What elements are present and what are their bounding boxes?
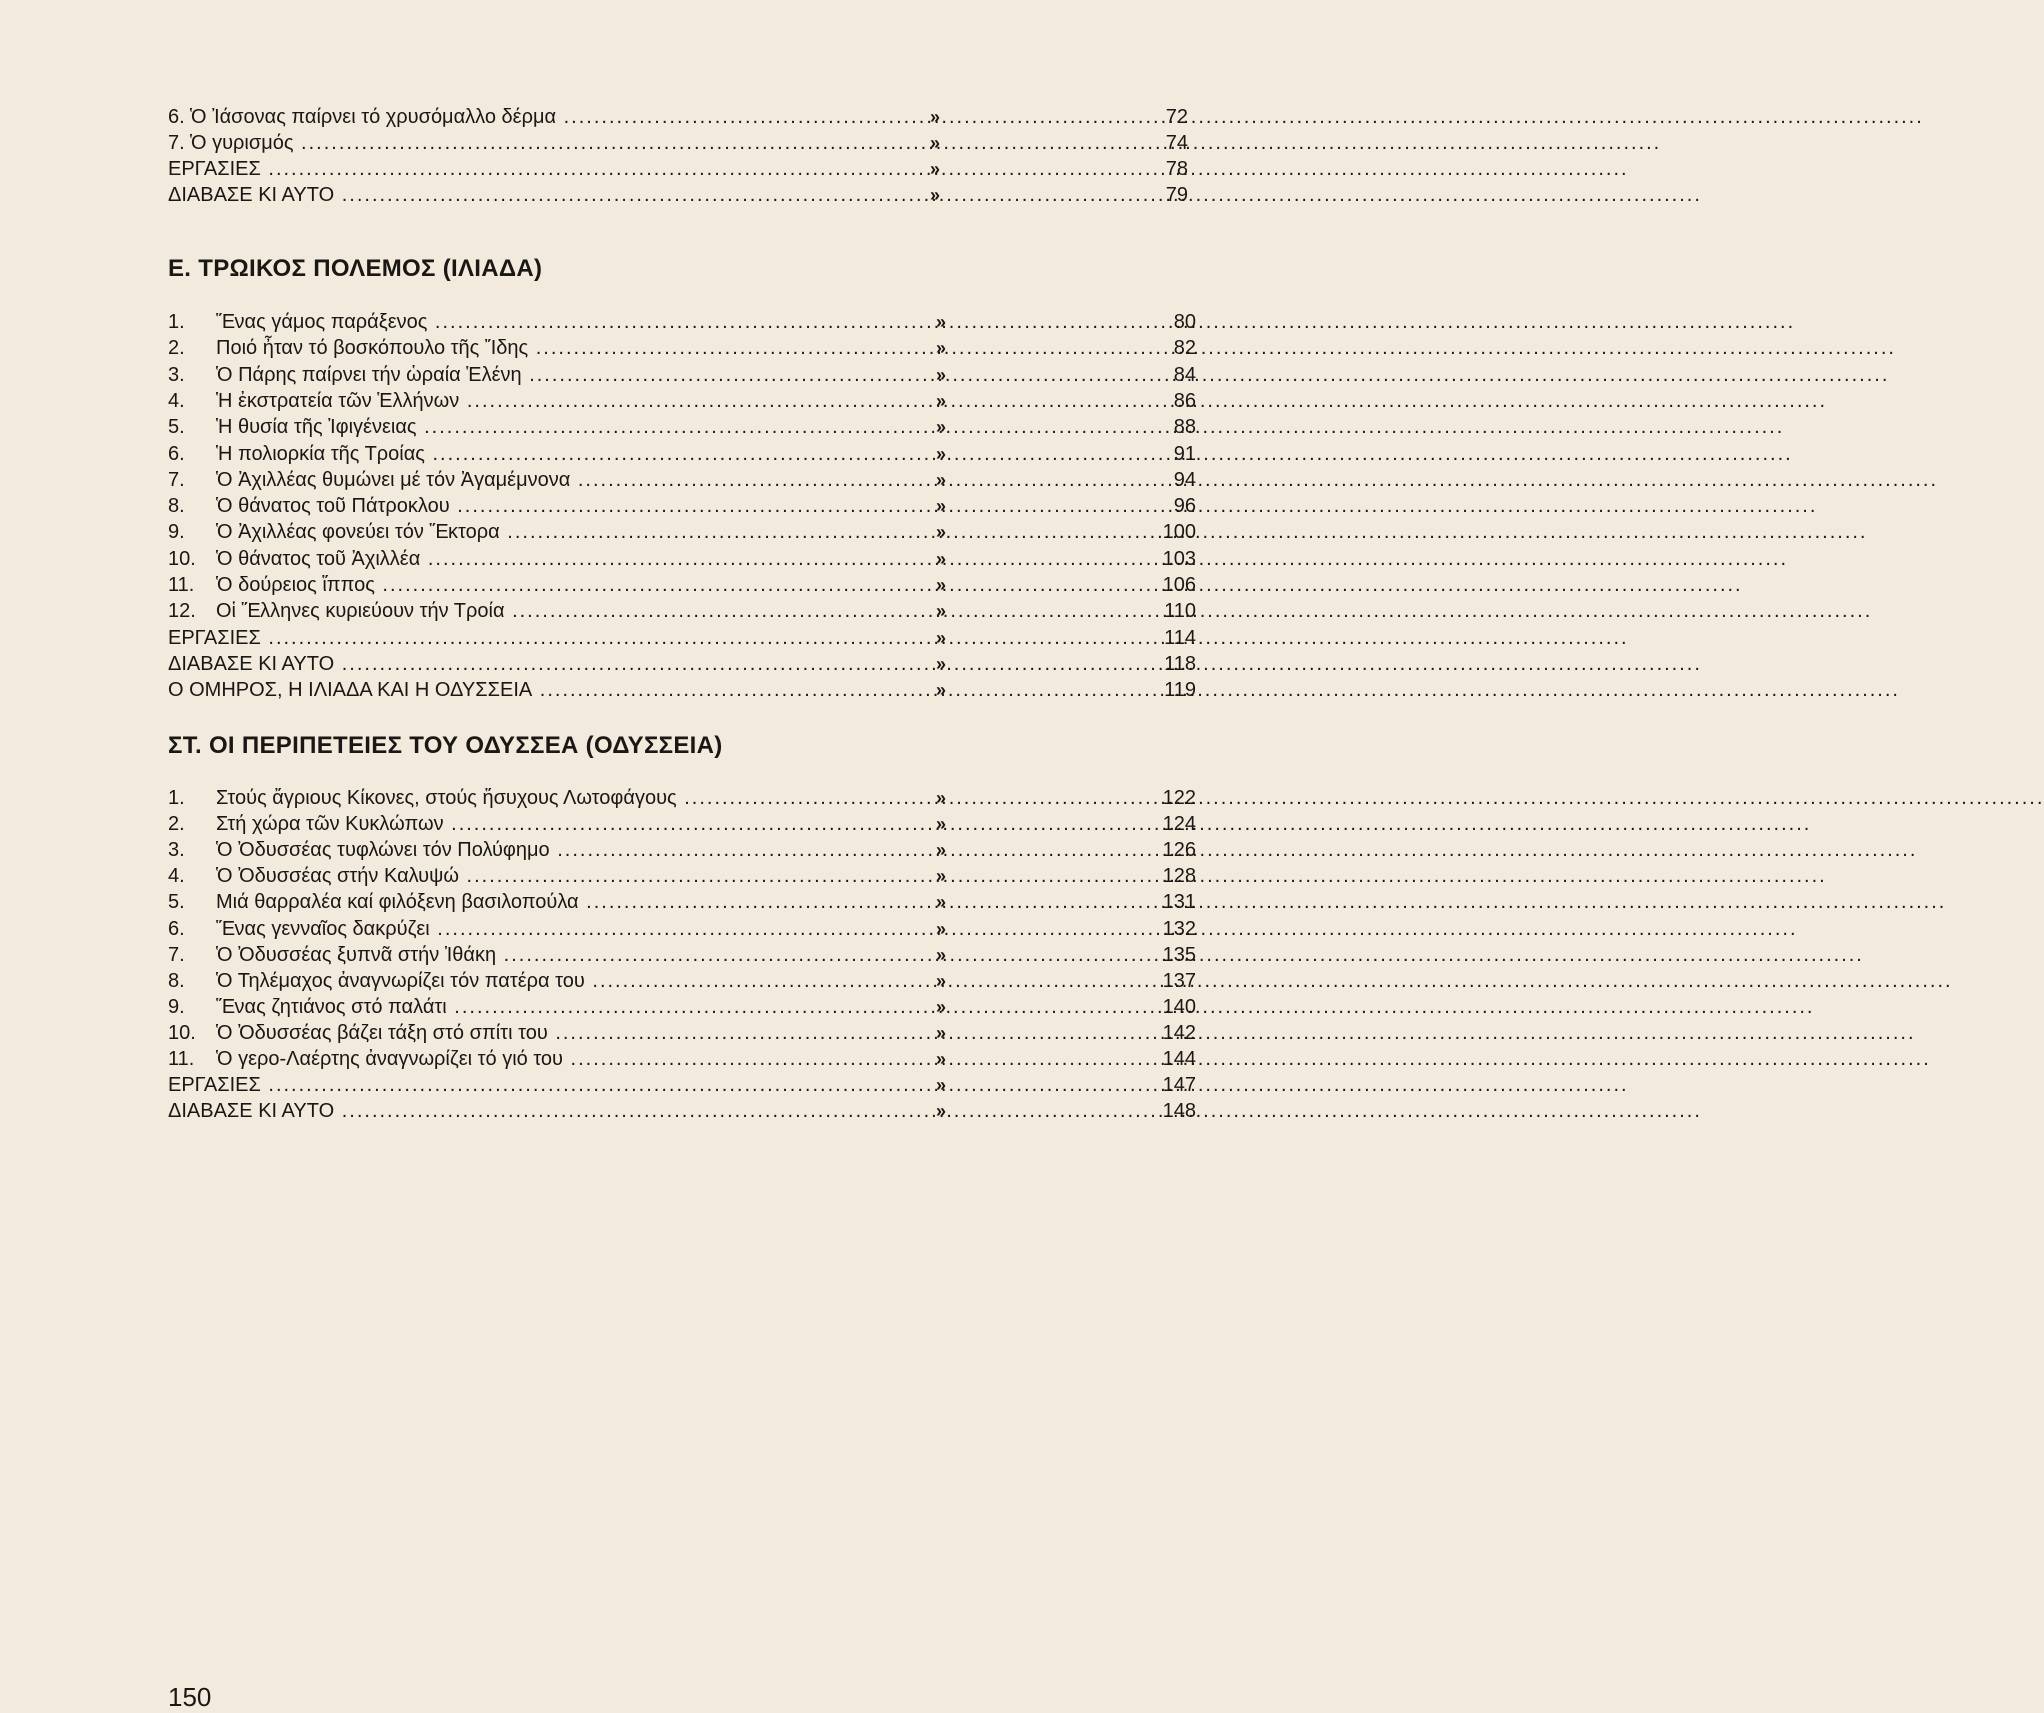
toc-entry-page: 103 — [1162, 547, 1196, 570]
toc-entry-mark: » — [936, 338, 947, 359]
toc-entry-mark: » — [936, 469, 947, 490]
toc-entry — [168, 1046, 1196, 1072]
toc-entry-page: 126 — [1162, 839, 1196, 862]
toc-entry-page: 142 — [1162, 1021, 1196, 1044]
toc-entry — [168, 942, 1196, 968]
toc-entry-page: 79 — [1165, 184, 1188, 206]
toc-entry — [168, 362, 1196, 388]
toc-entry-number: 6. — [168, 106, 185, 128]
toc-entry-title: Ὁ Τηλέμαχος ἀναγνωρίζει τόν πατέρα του ..... — [216, 968, 888, 994]
toc-entry-number: 11. — [168, 574, 195, 596]
toc-entry-title: ΕΡΓΑΣΙΕΣ ..... — [168, 156, 876, 182]
toc-entry-page: 131 — [1162, 891, 1196, 914]
toc-entry — [168, 916, 1196, 942]
toc-entry-page: 78 — [1165, 158, 1188, 180]
toc-entry — [168, 156, 1188, 182]
toc-entry-title: Ὁ Ὀδυσσέας βάζει τάξη στό σπίτι του ..... — [216, 1020, 888, 1046]
toc-entry-page: 94 — [1173, 468, 1196, 491]
toc-entry-number: 2. — [168, 337, 185, 360]
toc-entry-page: 119 — [1164, 679, 1196, 702]
toc-entry-number: 2. — [168, 813, 185, 836]
toc-entry-number: 9. — [168, 521, 185, 544]
toc-entry-number: 11. — [168, 1048, 195, 1070]
toc-entry-title: Στή χώρα τῶν Κυκλώπων ..... — [216, 811, 888, 837]
toc-entry-number: 10. — [168, 547, 196, 570]
toc-entry-number: 4. — [168, 389, 185, 412]
toc-entry-page: 88 — [1173, 416, 1196, 439]
toc-entry-page: 118 — [1164, 652, 1196, 675]
toc-entry — [168, 572, 1196, 598]
toc-entry-mark: » — [936, 417, 947, 438]
toc-entry-page: 106 — [1162, 574, 1196, 596]
toc-entry-page: 148 — [1162, 1100, 1196, 1123]
toc-entry-number: 9. — [168, 995, 185, 1018]
toc-entry-number: 1. — [168, 787, 185, 809]
toc-entry-page: 74 — [1165, 132, 1188, 154]
toc-entry-mark: » — [936, 390, 947, 411]
toc-entry-title: Ἡ πολιορκία τῆς Τροίας ..... — [216, 441, 888, 467]
toc-entry-number: 6. — [168, 917, 185, 940]
toc-entry-title: Ὁ Ὀδυσσέας τυφλώνει τόν Πολύφημο ..... — [216, 837, 888, 863]
toc-entry-mark: » — [936, 944, 947, 965]
toc-entry-page: 122 — [1162, 787, 1196, 809]
toc-entry — [168, 785, 1196, 811]
toc-entry-page: 135 — [1162, 943, 1196, 966]
toc-entry-page: 124 — [1162, 813, 1196, 836]
toc-entry-title: Ὁ θάνατος τοῦ Πάτροκλου ..... — [216, 493, 888, 519]
toc-entry — [168, 677, 1196, 703]
toc-entry-mark: » — [936, 1075, 947, 1096]
toc-entry — [168, 493, 1196, 519]
toc-entry-page: 137 — [1162, 969, 1196, 992]
toc-entry-number: 12. — [168, 600, 196, 623]
toc-entry — [168, 182, 1188, 208]
toc-entry-page: 128 — [1162, 865, 1196, 888]
section-e-heading: Ε. ΤΡΩΙΚΟΣ ΠΟΛΕΜΟΣ (ΙΛΙΑΔΑ) — [168, 255, 543, 282]
toc-entry-number: 5. — [168, 891, 185, 914]
toc-entry-title: Ἕνας γάμος παράξενος ..... — [216, 309, 888, 335]
toc-entry-page: 144 — [1162, 1048, 1196, 1070]
toc-entry-title: Ὁ Ἰάσονας παίρνει τό χρυσόμαλλο δέρμα ..... — [190, 104, 876, 130]
toc-entry-number: 5. — [168, 416, 185, 439]
toc-entry — [168, 546, 1196, 572]
toc-entry-mark: » — [936, 840, 947, 861]
toc-entry-page: 114 — [1164, 626, 1196, 649]
toc-entry-page: 140 — [1162, 995, 1196, 1018]
toc-entry — [168, 414, 1196, 440]
section-st-heading: ΣΤ. ΟΙ ΠΕΡΙΠΕΤΕΙΕΣ ΤΟΥ ΟΔΥΣΣΕΑ (ΟΔΥΣΣΕΙΑ) — [168, 732, 723, 759]
toc-entry-mark: » — [930, 185, 941, 205]
toc-entry-page: 72 — [1165, 106, 1188, 128]
toc-entry-number: 7. — [168, 132, 185, 154]
toc-entry-number: 7. — [168, 468, 185, 491]
toc-entry — [168, 104, 1188, 130]
toc-entry-mark: » — [936, 788, 947, 808]
toc-entry — [168, 1072, 1196, 1098]
toc-entry-mark: » — [936, 443, 947, 464]
toc-entry — [168, 441, 1196, 467]
toc-entry-title: Ἕνας γενναῖος δακρύζει ..... — [216, 916, 888, 942]
toc-entry-page: 132 — [1162, 917, 1196, 940]
toc-entry-title: ΕΡΓΑΣΙΕΣ ..... — [168, 625, 888, 651]
toc-entry-number: 6. — [168, 442, 185, 465]
toc-entry — [168, 335, 1196, 361]
toc-entry-mark: » — [936, 548, 947, 569]
toc-entry — [168, 519, 1196, 545]
toc-entry — [168, 651, 1196, 677]
toc-entry-number: 8. — [168, 495, 185, 518]
toc-entry-mark: » — [930, 133, 941, 153]
toc-entry — [168, 863, 1196, 889]
toc-entry-page: 82 — [1173, 337, 1196, 360]
toc-entry-title: Μιά θαρραλέα καί φιλόξενη βασιλοπούλα ..... — [216, 889, 888, 915]
toc-entry — [168, 467, 1196, 493]
toc-entry — [168, 889, 1196, 915]
toc-entry — [168, 309, 1196, 335]
toc-entry-mark: » — [936, 522, 947, 543]
toc-entry-title: ΔΙΑΒΑΣΕ ΚΙ ΑΥΤΟ ..... — [168, 1098, 888, 1124]
toc-entry-title: Ὁ Ὀδυσσέας ξυπνᾶ στήν Ἰθάκη ..... — [216, 942, 888, 968]
toc-entry-title: Ὁ θάνατος τοῦ Ἀχιλλέα ..... — [216, 546, 888, 572]
toc-entry-title: Ἡ ἐκστρατεία τῶν Ἑλλήνων ..... — [216, 388, 888, 414]
toc-entry-mark: » — [936, 627, 947, 648]
page-number: 150 — [168, 1682, 212, 1712]
toc-entry-mark: » — [930, 159, 941, 179]
toc-entry-page: 86 — [1173, 389, 1196, 412]
toc-entry — [168, 598, 1196, 624]
toc-entry-page: 91 — [1173, 442, 1196, 465]
toc-entry-title: Στούς ἄγριους Κίκονες, στούς ἥσυχους Λωτοφάγους ..... — [216, 785, 888, 811]
toc-entry-mark: » — [936, 680, 947, 701]
toc-entry-number: 3. — [168, 363, 185, 386]
toc-entry-mark: » — [936, 653, 947, 674]
toc-entry-mark: » — [936, 918, 947, 939]
toc-entry-mark: » — [936, 996, 947, 1017]
toc-entry-number: 1. — [168, 311, 185, 333]
toc-entry-number: 4. — [168, 865, 185, 888]
toc-entry-mark: » — [936, 892, 947, 913]
toc-entry-title: Ο ΟΜΗΡΟΣ, Η ΙΛΙΑΔΑ ΚΑΙ Η ΟΔΥΣΣΕΙΑ ..... — [168, 677, 888, 703]
toc-entry — [168, 388, 1196, 414]
toc-entry-number: 8. — [168, 969, 185, 992]
toc-entry — [168, 130, 1188, 156]
toc-entry-mark: » — [936, 1022, 947, 1043]
toc-entry-mark: » — [936, 814, 947, 835]
toc-entry — [168, 968, 1196, 994]
toc-entry-title: Ὁ γερο-Λαέρτης ἀναγνωρίζει τό γιό του ..... — [216, 1046, 888, 1072]
toc-entry-title: Οἱ Ἕλληνες κυριεύουν τήν Τροία ..... — [216, 598, 888, 624]
toc-entry-title: ΔΙΑΒΑΣΕ ΚΙ ΑΥΤΟ ..... — [168, 182, 876, 208]
toc-entry-title: Ὁ δούρειος ἵππος ..... — [216, 572, 888, 598]
toc-entry-title: Ποιό ἦταν τό βοσκόπουλο τῆς Ἴδης ..... — [216, 335, 888, 361]
toc-entry-page: 100 — [1162, 521, 1196, 544]
toc-entry-page: 80 — [1173, 311, 1196, 333]
toc-entry — [168, 994, 1196, 1020]
toc-entry-title: Ὁ γυρισμός ..... — [190, 130, 876, 156]
toc-entry-title: Ἕνας ζητιάνος στό παλάτι ..... — [216, 994, 888, 1020]
toc-entry-title: Ἡ θυσία τῆς Ἰφιγένειας ..... — [216, 414, 888, 440]
toc-entry-mark: » — [930, 107, 941, 127]
toc-entry-title: Ὁ Ἀχιλλέας φονεύει τόν Ἕκτορα ..... — [216, 519, 888, 545]
toc-entry-title: ΕΡΓΑΣΙΕΣ ..... — [168, 1072, 888, 1098]
toc-entry-number: 3. — [168, 839, 185, 862]
toc-entry-mark: » — [936, 575, 947, 595]
toc-entry — [168, 1020, 1196, 1046]
toc-entry-number: 10. — [168, 1021, 196, 1044]
toc-entry-title: ΔΙΑΒΑΣΕ ΚΙ ΑΥΤΟ ..... — [168, 651, 888, 677]
toc-entry — [168, 811, 1196, 837]
toc-entry-page: 147 — [1162, 1074, 1196, 1097]
toc-entry-mark: » — [936, 496, 947, 517]
toc-entry-number: 7. — [168, 943, 185, 966]
toc-entry-mark: » — [936, 1049, 947, 1069]
toc-entry-page: 84 — [1173, 363, 1196, 386]
toc-entry-mark: » — [936, 1101, 947, 1122]
toc-entry-title: Ὁ Ὀδυσσέας στήν Καλυψώ ..... — [216, 863, 888, 889]
toc-entry — [168, 625, 1196, 651]
toc-entry-mark: » — [936, 866, 947, 887]
toc-entry-page: 110 — [1164, 600, 1196, 623]
toc-entry-mark: » — [936, 364, 947, 385]
toc-entry-page: 96 — [1173, 495, 1196, 518]
toc-entry-title: Ὁ Πάρης παίρνει τήν ὡραία Ἑλένη ..... — [216, 362, 888, 388]
toc-entry — [168, 1098, 1196, 1124]
toc-entry-mark: » — [936, 312, 947, 332]
toc-entry-mark: » — [936, 970, 947, 991]
toc-entry-mark: » — [936, 601, 947, 622]
toc-entry-title: Ὁ Ἀχιλλέας θυμώνει μέ τόν Ἀγαμέμνονα ..... — [216, 467, 888, 493]
toc-entry — [168, 837, 1196, 863]
